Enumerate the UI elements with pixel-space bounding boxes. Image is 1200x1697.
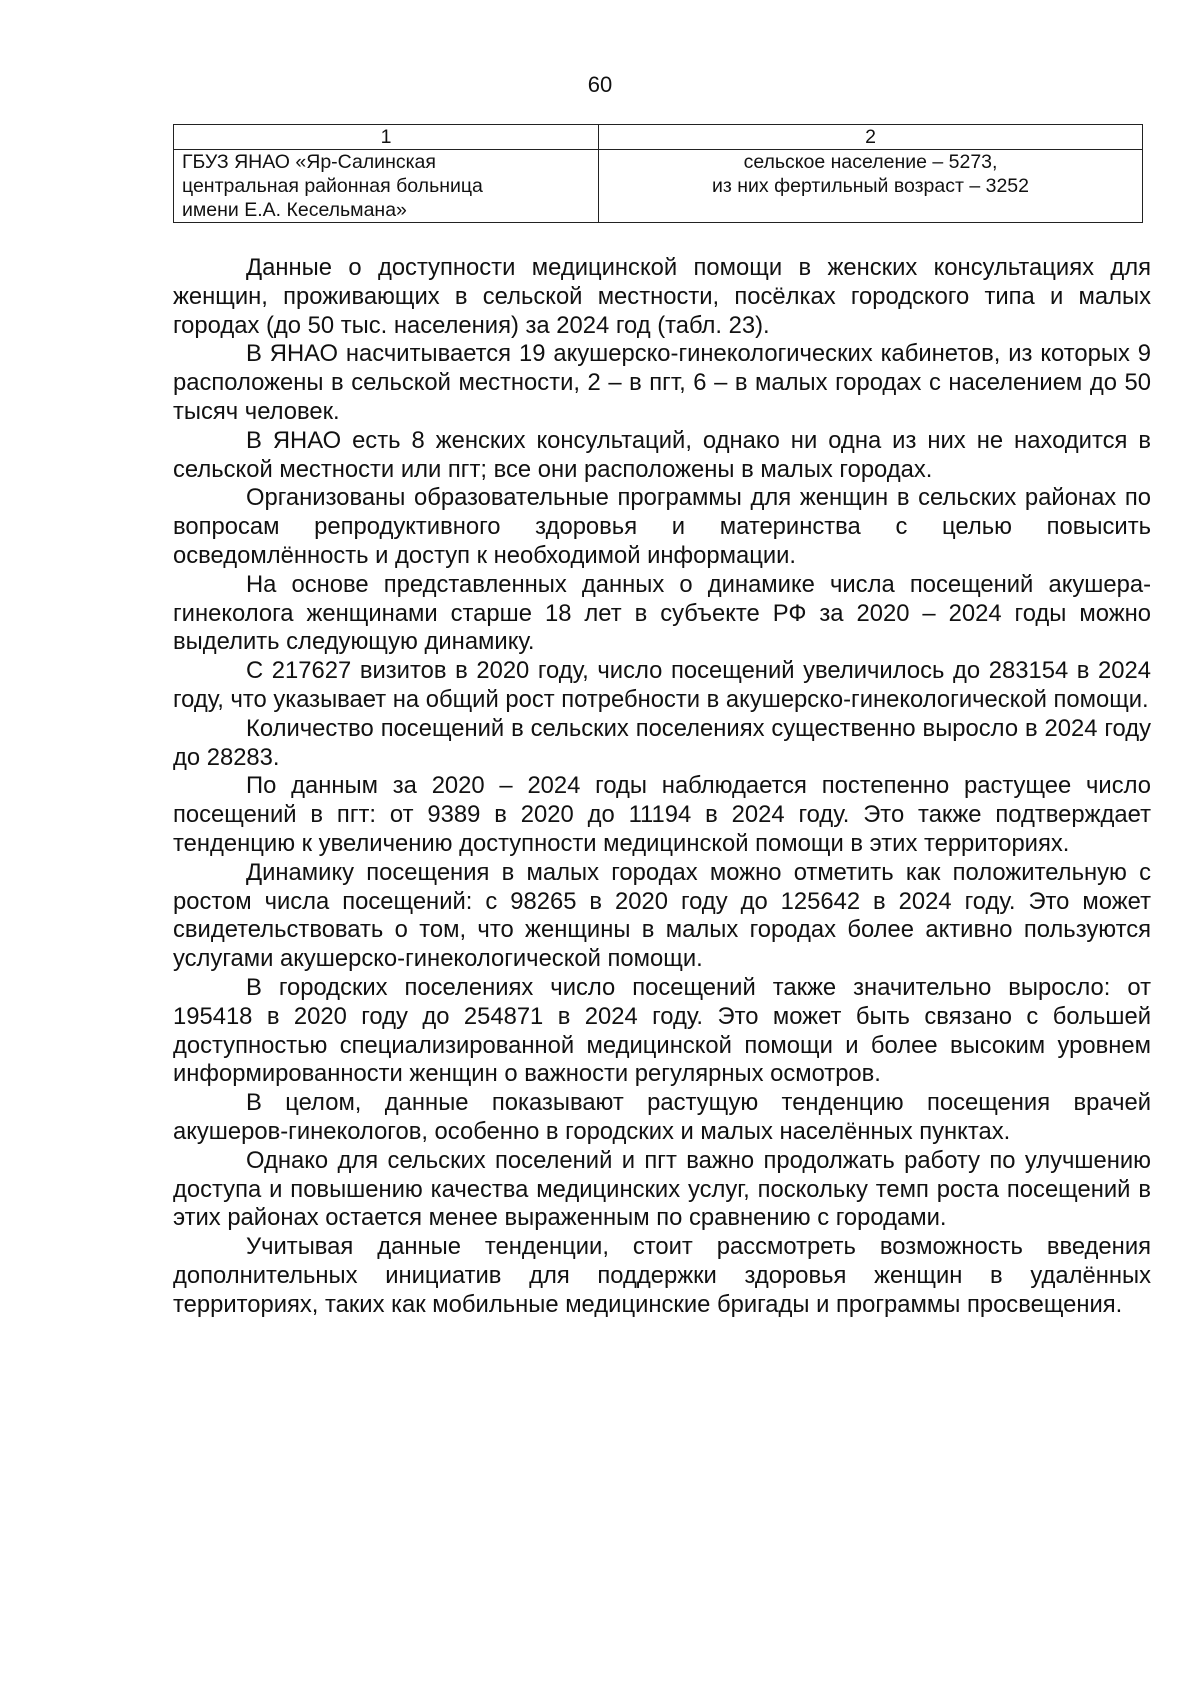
- paragraph: Однако для сельских поселений и пгт важно продолжать работу по улучшению доступа и повышению качества медицинских услуг, поскольку темп роста посещений в этих районах остается менее выраженным по сравнению с городами.: [173, 1146, 1151, 1232]
- institution-line-1: ГБУЗ ЯНАО «Яр-Салинская: [182, 151, 436, 173]
- continuation-table: [173, 124, 1143, 223]
- paragraph: Динамику посещения в малых городах можно отметить как положительную с ростом числа посещений: с 98265 в 2020 году до 125642 в 2024 году. Это может свидетельствовать о том, что женщины в малых городах более активно пользуются услугами акушерско-гинекологической помощи.: [173, 858, 1151, 973]
- population-line-1: сельское население – 5273,: [743, 151, 998, 173]
- table-header-cell-1: 1: [174, 125, 599, 150]
- paragraph: На основе представленных данных о динамике числа посещений акушера-гинеколога женщинами старше 18 лет в субъекте РФ за 2020 – 2024 годы можно выделить следующую динамику.: [173, 570, 1151, 656]
- paragraph: В ЯНАО насчитывается 19 акушерско-гинекологических кабинетов, из которых 9 расположены в сельской местности, 2 – в пгт, 6 – в малых городах с населением до 50 тысяч человек.: [173, 340, 1151, 425]
- paragraph: В целом, данные показывают растущую тенденцию посещения врачей акушеров-гинекологов, особенно в городских и малых населённых пунктах.: [173, 1089, 1151, 1145]
- institution-line-3: имени Е.А. Кесельмана»: [182, 199, 407, 221]
- page-number: 60: [587, 72, 613, 97]
- paragraph: С 217627 визитов в 2020 году, число посещений увеличилось до 283154 в 2024 году, что указывает на общий рост потребности в акушерско-гинекологической помощи.: [173, 657, 1151, 713]
- population-line-2: из них фертильный возраст – 3252: [712, 175, 1029, 197]
- table-cell-population: [599, 150, 1143, 223]
- paragraph: Количество посещений в сельских поселениях существенно выросло в 2024 году до 28283.: [173, 714, 1151, 771]
- paragraph: Учитывая данные тенденции, стоит рассмотреть возможность введения дополнительных инициатив для поддержки здоровья женщин в удалённых территориях, таких как мобильные медицинские бригады и программы просвещения.: [173, 1233, 1151, 1318]
- table-header-row: [174, 125, 1143, 150]
- paragraph: В ЯНАО есть 8 женских консультаций, однако ни одна из них не находится в сельской местности или пгт; все они расположены в малых городах.: [173, 426, 1151, 483]
- paragraph: Данные о доступности медицинской помощи в женских консультациях для женщин, проживающих в сельской местности, посёлках городского типа и малых городах (до 50 тыс. населения) за 2024 год (табл. 23).: [173, 254, 1151, 339]
- institution-line-2: центральная районная больница: [182, 175, 483, 197]
- table-row: [174, 150, 1143, 223]
- paragraph: По данным за 2020 – 2024 годы наблюдается постепенно растущее число посещений в пгт: от 9389 в 2020 до 11194 в 2024 году. Это также подтверждает тенденцию к увеличению доступности медицинской помощи в этих территориях.: [173, 772, 1151, 857]
- paragraph: Организованы образовательные программы для женщин в сельских районах по вопросам репродуктивного здоровья и материнства с целью повысить осведомлённость и доступ к необходимой информации.: [173, 484, 1151, 569]
- table-header-cell-2: 2: [599, 125, 1143, 150]
- paragraph: В городских поселениях число посещений также значительно выросло: от 195418 в 2020 году до 254871 в 2024 году. Это может быть связано с большей доступностью специализированной медицинской помощи и более высоким уровнем информированности женщин о важности регулярных осмотров.: [173, 973, 1151, 1088]
- document-body: [173, 254, 1151, 1319]
- table-cell-institution: [174, 150, 599, 223]
